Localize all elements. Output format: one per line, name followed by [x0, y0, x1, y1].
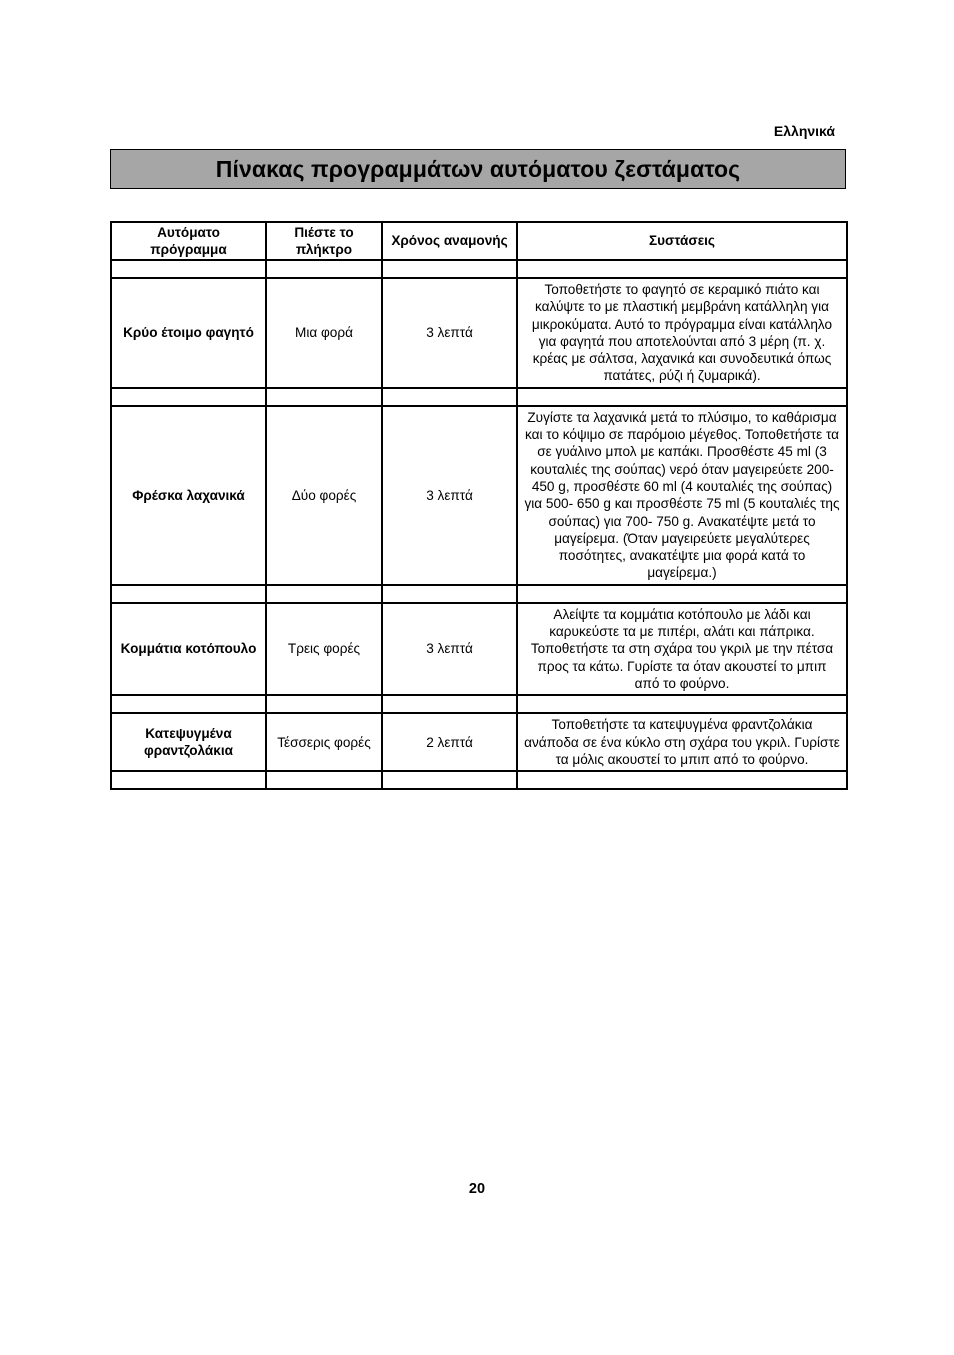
auto-reheat-programs-table — [110, 221, 848, 790]
recommendation: Τοποθετήστε το φαγητό σε κεραμικό πιάτο και καλύψτε το με πλαστική μεμβράνη κατάλληλη για μικροκύματα. Αυτό το πρόγραμμα είναι κατάλληλο για φαγητά που αποτελούνται από 3 μέρη (π. χ. κρέας με σάλτσα, λαχανικά και συνοδευτικά όπως πατάτες, ρύζι ή ζυμαρικά). — [517, 278, 847, 388]
page-number: 20 — [468, 1181, 486, 1197]
press-count: Δύο φορές — [266, 406, 382, 585]
program-name: Κρύο έτοιμο φαγητό — [111, 278, 266, 388]
standby-time: 3 λεπτά — [382, 406, 517, 585]
header-program: Αυτόματο πρόγραμμα — [111, 222, 266, 260]
standby-time: 3 λεπτά — [382, 603, 517, 695]
recommendation: Ζυγίστε τα λαχανικά μετά το πλύσιμο, το καθάρισμα και το κόψιμο σε παρόμοιο μέγεθος. Τοποθετήστε τα σε γυάλινο μπολ με καπάκι. Προσθέστε 45 ml (3 κουταλιές της σούπας) νερό όταν μαγειρεύετε 200- 450 g, προσθέστε 60 ml (4 κουταλιές της σούπας) για 500- 650 g και προσθέστε 75 ml (5 κουταλιές της σούπας) για 700- 750 g. Ανακατέψτε μετά το μαγείρεμα. (Όταν μαγειρεύετε μεγαλύτερες ποσότητες, ανακατέψτε μια φορά κατά το μαγείρεμα.) — [517, 406, 847, 585]
spacer-row — [111, 585, 847, 603]
header-standby: Χρόνος αναμονής — [382, 222, 517, 260]
program-name: Κομμάτια κοτόπουλο — [111, 603, 266, 695]
recommendation: Τοποθετήστε τα κατεψυγμένα φραντζολάκια ανάποδα σε ένα κύκλο στη σχάρα του γκριλ. Γυρίστε τα μόλις ακουστεί το μπιπ από το φούρνο. — [517, 713, 847, 771]
spacer-row — [111, 260, 847, 278]
press-count: Τέσσερις φορές — [266, 713, 382, 771]
page-title: Πίνακας προγραμμάτων αυτόματου ζεστάματος — [110, 149, 846, 189]
spacer-row — [111, 695, 847, 713]
header-press: Πιέστε το πλήκτρο — [266, 222, 382, 260]
press-count: Τρεις φορές — [266, 603, 382, 695]
table-row — [111, 278, 847, 388]
header-recommendations: Συστάσεις — [517, 222, 847, 260]
spacer-row — [111, 388, 847, 406]
standby-time: 3 λεπτά — [382, 278, 517, 388]
language-label: Ελληνικά — [773, 123, 835, 139]
spacer-row — [111, 771, 847, 789]
program-name: Φρέσκα λαχανικά — [111, 406, 266, 585]
program-name: Κατεψυγμένα φραντζολάκια — [111, 713, 266, 771]
table-row — [111, 713, 847, 771]
table-row — [111, 603, 847, 695]
recommendation: Αλείψτε τα κομμάτια κοτόπουλο με λάδι και καρυκεύστε τα με πιπέρι, αλάτι και πάπρικα. Τοποθετήστε τα στη σχάρα του γκριλ με την πέτσα προς τα κάτω. Γυρίστε τα όταν ακουστεί το μπιπ από το φούρνο. — [517, 603, 847, 695]
standby-time: 2 λεπτά — [382, 713, 517, 771]
table-row — [111, 406, 847, 585]
table-header-row — [111, 222, 847, 260]
press-count: Μια φορά — [266, 278, 382, 388]
